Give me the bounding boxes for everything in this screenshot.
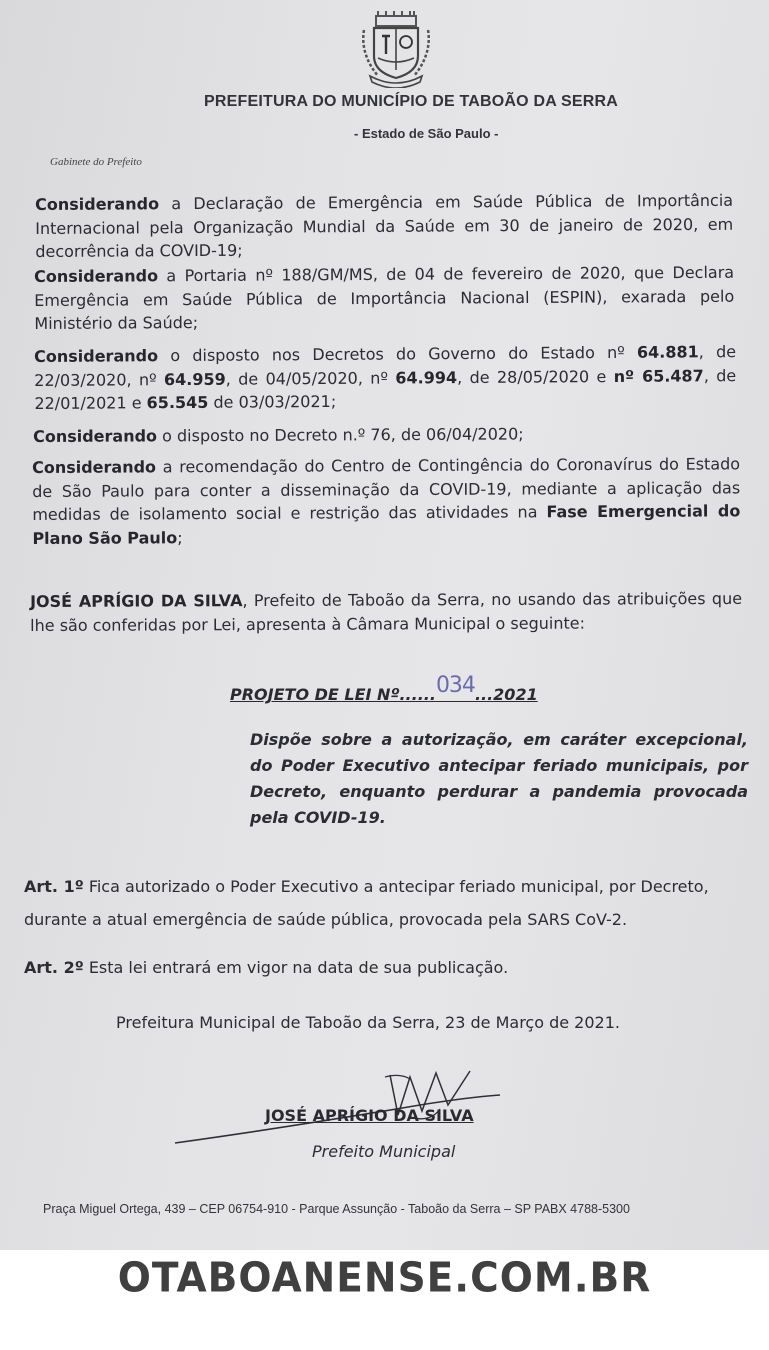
consideration-text: de 03/03/2021;: [208, 391, 337, 412]
bill-year: 2021: [493, 685, 538, 704]
intro-paragraph: [30, 587, 742, 637]
cabinet-label: Gabinete do Prefeito: [50, 156, 142, 168]
decree-number: 64.959: [163, 369, 226, 389]
signer-role: Prefeito Municipal: [312, 1142, 456, 1161]
decree-number: nº 65.487: [613, 365, 704, 386]
consideration-text: , de 22/01/2021 e: [34, 365, 737, 413]
consideration-text: a Portaria nº 188/GM/MS, de 04 de fevereiro de 2020, que Declara Emergência em Saúde Pública de Importância Nacional (ESPIN), exarada pelo Ministério da Saúde;: [34, 262, 735, 333]
intro-text: , Prefeito de Taboão da Serra, no usando das atribuições que lhe são conferidas por Lei, apresenta à Câmara Municipal o seguinte:: [30, 588, 743, 635]
mayor-name: JOSÉ APRÍGIO DA SILVA: [30, 591, 243, 611]
consideration-5: [32, 452, 740, 550]
consideration-lead: Considerando: [34, 346, 159, 366]
bill-prefix: PROJETO DE LEI Nº: [230, 685, 400, 704]
article-2: [24, 951, 752, 984]
consideration-lead: Considerando: [34, 266, 159, 286]
footer-address: Praça Miguel Ortega, 439 – CEP 06754-910 - Parque Assunção - Taboão da Serra – SP PABX 4788-5300: [43, 1202, 630, 1216]
consideration-lead: Considerando: [32, 457, 157, 477]
consideration-text: ;: [177, 527, 183, 547]
state-subtitle: - Estado de São Paulo -: [354, 126, 499, 141]
article-text: Fica autorizado o Poder Executivo a antecipar feriado municipal, por Decreto, durante a atual emergência de saúde pública, provocada pela SARS CoV-2.: [24, 877, 709, 929]
bill-heading: [230, 673, 538, 706]
consideration-2: [34, 261, 734, 336]
consideration-text: , de 22/03/2020, nº: [34, 342, 737, 390]
municipality-title: PREFEITURA DO MUNICÍPIO DE TABOÃO DA SERRA: [204, 93, 619, 110]
date-line: Prefeitura Municipal de Taboão da Serra, 23 de Março de 2021.: [116, 1013, 620, 1032]
plan-phase: Fase Emergencial do Plano São Paulo: [32, 501, 741, 548]
consideration-lead: Considerando: [35, 194, 160, 214]
consideration-text: a recomendação do Centro de Contingência do Coronavírus do Estado de São Paulo para conter a disseminação da COVID-19, mediante a aplicação das medidas de isolamento social e restrição das atividades na: [32, 454, 741, 524]
consideration-lead: Considerando: [33, 426, 158, 446]
consideration-text: a Declaração de Emergência em Saúde Pública de Importância Internacional pela Organização Mundial da Saúde em 30 de janeiro de 2020, em decorrência da COVID-19;: [35, 190, 734, 261]
bill-summary: Dispõe sobre a autorização, em caráter excepcional, do Poder Executivo antecipar feriado municipais, por Decreto, enquanto perdurar a pandemia provocada pela COVID-19.: [250, 730, 748, 827]
consideration-text: , de 04/05/2020, nº: [225, 367, 396, 389]
consideration-3: [34, 340, 736, 415]
article-text: Esta lei entrará em vigor na data de sua publicação.: [83, 958, 509, 977]
article-label: Art. 1º: [24, 877, 84, 896]
consideration-text: , de 28/05/2020 e: [457, 366, 614, 387]
decree-number: 64.881: [636, 342, 699, 362]
decree-number: 64.994: [395, 367, 458, 387]
consideration-4: [33, 421, 735, 448]
article-1: [24, 870, 752, 936]
bill-dots: ...: [474, 685, 494, 704]
bill-dots: ......: [399, 685, 436, 704]
bill-number-handwritten: 034: [435, 673, 475, 698]
consideration-text: o disposto no Decreto n.º 76, de 06/04/2020;: [156, 424, 524, 446]
decree-number: 65.545: [146, 392, 209, 413]
signer-name: JOSÉ APRÍGIO DA SILVA: [265, 1106, 474, 1125]
article-label: Art. 2º: [24, 958, 84, 977]
coat-of-arms-icon: [356, 10, 436, 88]
consideration-1: [35, 189, 733, 264]
watermark-text: OTABOANENSE.COM.BR: [117, 1254, 652, 1303]
consideration-text: o disposto nos Decretos do Governo do Estado nº: [157, 342, 638, 366]
